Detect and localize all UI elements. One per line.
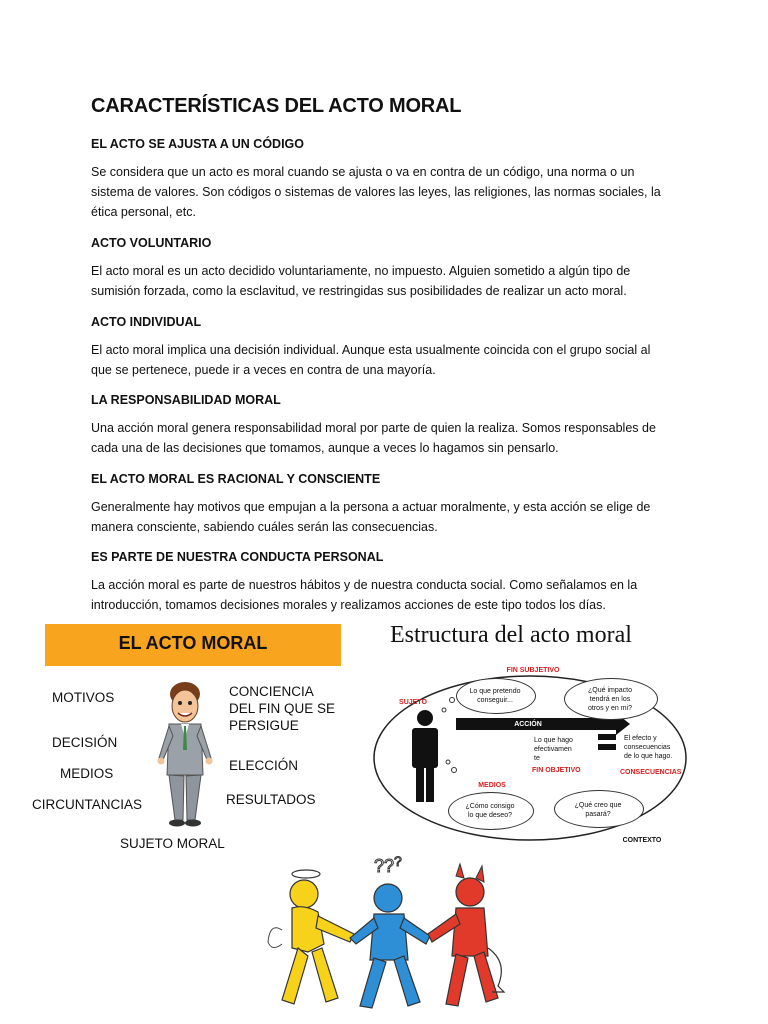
text-efecto-1: El efecto y — [624, 735, 657, 742]
label-sujeto: SUJETO — [399, 699, 427, 706]
section-heading: LA RESPONSABILIDAD MORAL — [91, 393, 281, 407]
label-consecuencias: CONSECUENCIAS — [620, 769, 682, 776]
section-heading: ACTO INDIVIDUAL — [91, 315, 202, 329]
label-contexto: CONTEXTO — [622, 837, 662, 844]
banner-label: EL ACTO MORAL — [118, 633, 268, 653]
section-paragraph: Se considera que un acto es moral cuando se ajusta o va en contra de un código, una norma o un sistema de valores. Son códigos o sistemas de valores las leyes, las religiones, las normas sociales, la ética personal, etc. — [91, 165, 661, 219]
section-paragraph: Generalmente hay motivos que empujan a la persona a actuar moralmente, y esta acción se elige de manera consciente, sabiendo cuáles serán las consecuencias. — [91, 500, 651, 534]
text-impacto-1: ¿Qué impacto — [588, 687, 632, 694]
section-codigo — [91, 137, 671, 222]
section-paragraph: La acción moral es parte de nuestros hábitos y de nuestra conducta social. Como señalamos en la introducción, tomamos decisiones morales y realizamos acciones de este tipo todos los días. — [91, 578, 638, 612]
text-lo-que-hago-2: efectivamen — [534, 746, 572, 753]
word-medios: MEDIOS — [60, 766, 114, 781]
infographic-banner — [45, 624, 341, 666]
section-heading: ACTO VOLUNTARIO — [91, 236, 212, 250]
label-fin-subjetivo: FIN SUBJETIVO — [506, 667, 560, 674]
section-voluntario — [91, 236, 671, 301]
diagram-title: Estructura del acto moral — [390, 622, 632, 648]
word-decision: DECISIÓN — [52, 735, 118, 750]
section-conducta — [91, 550, 671, 615]
word-sujeto-moral: SUJETO MORAL — [120, 836, 225, 851]
word-resultados: RESULTADOS — [226, 792, 316, 807]
section-responsabilidad — [91, 393, 671, 458]
section-racional — [91, 472, 671, 537]
label-fin-objetivo: FIN OBJETIVO — [532, 767, 581, 774]
acto-moral-infographic — [30, 620, 346, 852]
text-pretendo-1: Lo que pretendo — [469, 688, 521, 695]
svg-text:??: ?? — [374, 856, 395, 876]
word-del-fin: DEL FIN QUE SE — [229, 701, 336, 716]
tug-of-war-illustration — [262, 852, 512, 1020]
section-paragraph: El acto moral es un acto decidido voluntariamente, no impuesto. Alguien sometido a algún tipo de sumisión forzada, como la esclavitud, ve restringidas sus posibilidades de realizar un acto moral. — [91, 264, 631, 298]
text-lo-que-hago-1: Lo que hago — [534, 737, 573, 744]
cartoon-man-illustration — [155, 680, 215, 830]
text-pasara-2: pasará? — [585, 811, 611, 818]
text-impacto-3: otros y en mi? — [588, 705, 632, 712]
word-conciencia: CONCIENCIA — [229, 684, 314, 699]
section-heading: ES PARTE DE NUESTRA CONDUCTA PERSONAL — [91, 550, 384, 564]
label-accion: ACCIÓN — [514, 721, 542, 728]
text-consigo-1: ¿Cómo consigo — [465, 803, 515, 810]
estructura-acto-moral-diagram — [368, 620, 692, 850]
text-pretendo-2: conseguir... — [477, 697, 513, 704]
section-heading: EL ACTO SE AJUSTA A UN CÓDIGO — [91, 137, 304, 151]
text-consigo-2: lo que deseo? — [468, 812, 512, 819]
section-paragraph: Una acción moral genera responsabilidad moral por parte de quien la realiza. Somos responsables de cada una de las decisiones que tomamos, aunque a veces lo hagamos sin pensarlo. — [91, 421, 656, 455]
word-persigue: PERSIGUE — [229, 718, 299, 733]
section-heading: EL ACTO MORAL ES RACIONAL Y CONSCIENTE — [91, 472, 381, 486]
word-circuntancias: CIRCUNTANCIAS — [32, 797, 143, 812]
text-lo-que-hago-3: te — [534, 755, 540, 762]
text-efecto-2: consecuencias — [624, 744, 671, 751]
document-title: CARACTERÍSTICAS DEL ACTO MORAL — [91, 95, 462, 117]
text-pasara-1: ¿Qué creo que — [574, 802, 622, 809]
label-medios: MEDIOS — [478, 782, 506, 789]
text-impacto-2: tendrá en los — [589, 696, 631, 703]
word-motivos: MOTIVOS — [52, 690, 115, 705]
section-paragraph: El acto moral implica una decisión individual. Aunque esta usualmente coincida con el grupo social al que se pertenece, puede ir a veces en contra de una mayoría. — [91, 343, 651, 377]
svg-text:?: ? — [394, 853, 402, 869]
text-efecto-3: de lo que hago. — [624, 753, 673, 760]
word-eleccion: ELECCIÓN — [229, 758, 299, 773]
section-individual — [91, 315, 671, 380]
